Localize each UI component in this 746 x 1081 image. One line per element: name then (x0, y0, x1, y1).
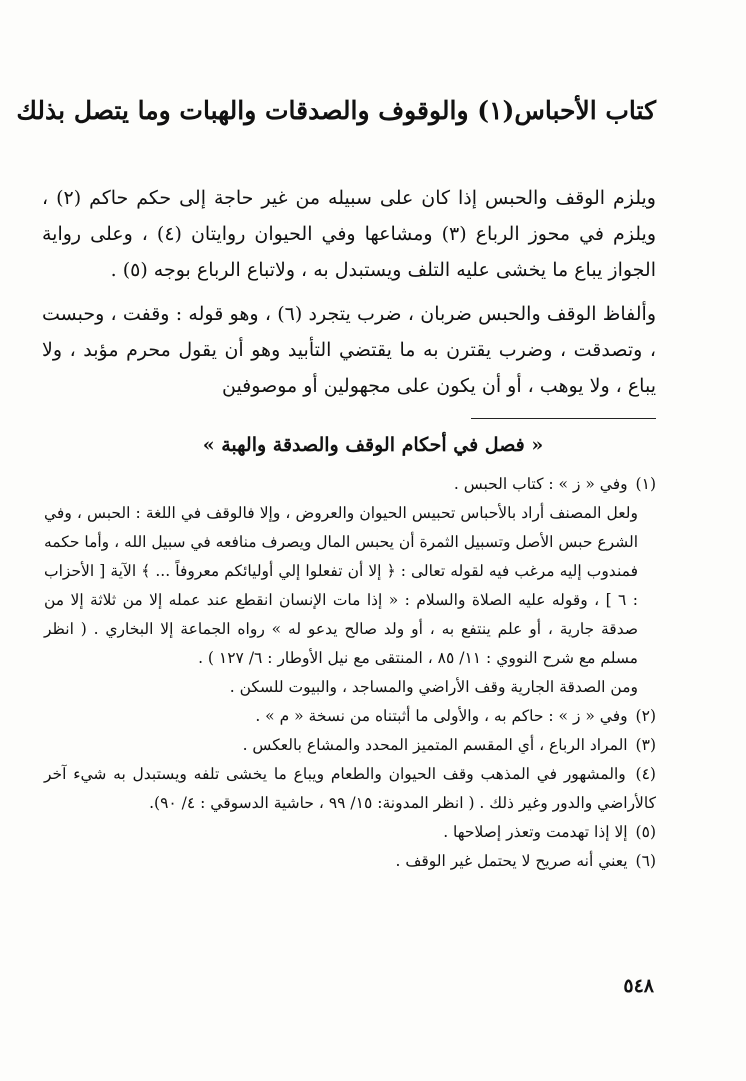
body-paragraph-2 (42, 296, 656, 404)
footnote-divider (471, 418, 656, 419)
page-number: ٥٤٨ (623, 975, 654, 997)
footnote-marker: (٤) (635, 765, 656, 783)
footnote-text: والمشهور في المذهب وقف الحيوان والطعام ويباع ما يخشى تلفه ويستبدل به شيء آخر كالأراضي والدور وغير ذلك . ( انظر المدونة: ١٥/ ٩٩ ، حاشية الدسوقي : ٤/ ٩٠). (44, 765, 656, 812)
footnote-text: يعني أنه صريح لا يحتمل غير الوقف . (395, 852, 628, 870)
footnote-2 (44, 702, 656, 731)
paragraph-text: وألفاظ الوقف والحبس ضربان ، ضرب يتجرد (٦) ، وهو قوله : وقفت ، وحبست ، وتصدقت ، وضرب يقترن به ما يقتضي التأبيد وهو أن يقول محرم مؤبد ، ولا يباع ، ولا يوهب ، أو أن يكون على مجهولين أو موصوفين (42, 303, 657, 397)
chapter-title: كتاب الأحباس(١) والوقوف والصدقات والهبات وما يتصل بذلك (16, 96, 656, 125)
footnotes (44, 470, 656, 876)
footnote-1 (44, 470, 656, 499)
footnote-text: ولعل المصنف أراد بالأحباس تحبيس الحيوان والعروض ، وإلا فالوقف في اللغة : الحبس ، وفي الشرع حبس الأصل وتسبيل الثمرة أن يحبس المال ويصرف منافعه في سبيل الله ، وأما حكمه فمندوب إليه مرغب فيه لقوله تعالى : ﴿ إلا أن تفعلوا إلي أوليائكم معروفاً ... ﴾ الآية [ الأحزاب : ٦ ] ، وقوله عليه الصلاة والسلام : « إذا مات الإنسان انقطع عند عمله إلا من ثلاثة إلا من صدقة جارية ، أو علم ينتفع به ، أو ولد صالح يدعو له » رواه الجماعة إلا البخاري . ( انظر مسلم مع شرح النووي : ١١/ ٨٥ ، المنتقى مع نيل الأوطار : ٦/ ١٢٧ ) . (44, 504, 638, 667)
footnote-text: المراد الرباع ، أي المقسم المتميز المحدد والمشاع بالعكس . (242, 736, 628, 754)
footnote-4 (44, 760, 656, 818)
footnote-marker: (٥) (635, 823, 656, 841)
footnote-marker: (٢) (635, 707, 656, 725)
footnote-3 (44, 731, 656, 760)
footnote-text: إلا إذا تهدمت وتعذر إصلاحها . (443, 823, 628, 841)
footnote-marker: (٦) (635, 852, 656, 870)
footnote-marker: (٣) (635, 736, 656, 754)
footnote-5 (44, 818, 656, 847)
footnote-marker: (١) (635, 475, 656, 493)
footnote-1-continuation (44, 673, 656, 702)
body-paragraph-1 (42, 180, 656, 288)
footnote-text: وفي « ز » : حاكم به ، والأولى ما أثبتناه من نسخة « م » . (255, 707, 628, 725)
footnote-text: ومن الصدقة الجارية وقف الأراضي والمساجد ، والبيوت للسكن . (229, 678, 638, 696)
section-heading: « فصل في أحكام الوقف والصدقة والهبة » (202, 434, 544, 456)
footnote-1-commentary (44, 499, 656, 673)
paragraph-text: ويلزم الوقف والحبس إذا كان على سبيله من غير حاجة إلى حكم حاكم (٢) ، ويلزم في محوز الرباع (٣) ومشاعها وفي الحيوان روايتان (٤) ، وعلى رواية الجواز يباع ما يخشى عليه التلف ويستبدل به ، ولاتباع الرباع بوجه (٥) . (42, 187, 657, 281)
footnote-6 (44, 847, 656, 876)
footnote-text: وفي « ز » : كتاب الحبس . (453, 475, 628, 493)
